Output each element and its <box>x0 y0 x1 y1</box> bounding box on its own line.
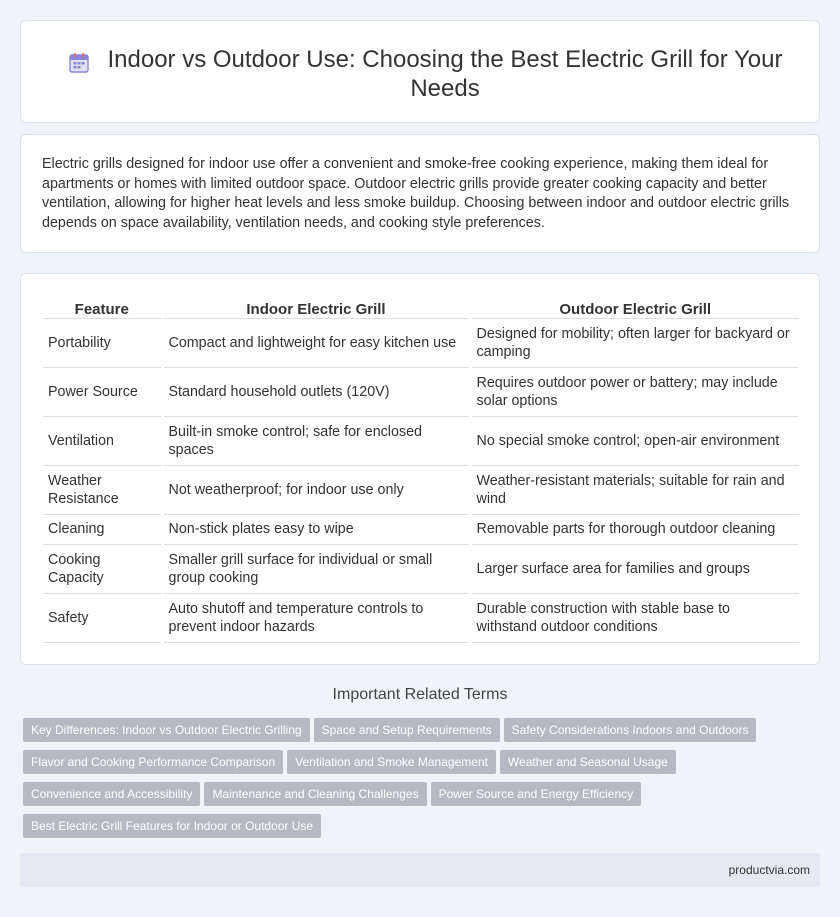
page-title: Indoor vs Outdoor Use: Choosing the Best Electric Grill for Your Needs <box>107 46 783 102</box>
indoor-cell: Built-in smoke control; safe for enclosed spaces <box>162 416 470 465</box>
footer-bar <box>20 853 820 887</box>
intro-card <box>20 134 820 253</box>
table-row <box>43 544 799 593</box>
indoor-cell: Auto shutoff and temperature controls to prevent indoor hazards <box>162 593 470 642</box>
feature-cell: Cooking Capacity <box>43 544 162 593</box>
outdoor-cell: Weather-resistant materials; suitable for rain and wind <box>470 465 799 514</box>
table-row <box>43 367 799 416</box>
header-indoor: Indoor Electric Grill <box>162 296 470 318</box>
comparison-card <box>20 273 820 665</box>
indoor-cell: Compact and lightweight for easy kitchen use <box>162 318 470 367</box>
table-header-row <box>43 296 799 318</box>
header-outdoor: Outdoor Electric Grill <box>470 296 799 318</box>
indoor-cell: Standard household outlets (120V) <box>162 367 470 416</box>
related-term-tag[interactable]: Maintenance and Cleaning Challenges <box>204 782 426 806</box>
table-row <box>43 514 799 544</box>
related-term-tag[interactable]: Weather and Seasonal Usage <box>500 750 676 774</box>
related-term-tag[interactable]: Flavor and Cooking Performance Comparison <box>23 750 283 774</box>
related-term-tag[interactable]: Space and Setup Requirements <box>314 718 500 742</box>
outdoor-cell: Durable construction with stable base to withstand outdoor conditions <box>470 593 799 642</box>
header-feature: Feature <box>43 296 162 318</box>
related-term-tag[interactable]: Power Source and Energy Efficiency <box>431 782 642 806</box>
feature-cell: Cleaning <box>43 514 162 544</box>
outdoor-cell: Removable parts for thorough outdoor cleaning <box>470 514 799 544</box>
intro-paragraph: Electric grills designed for indoor use offer a convenient and smoke-free cooking experience, making them ideal for apartments or homes with limited outdoor space. Outdoor electric grills provide greater cooking capacity and better ventilation, allowing for higher heat levels and less smoke buildup. Choosing between indoor and outdoor electric grills depends on space availability, ventilation needs, and cooking style preferences. <box>42 156 790 231</box>
related-term-tag[interactable]: Safety Considerations Indoors and Outdoors <box>504 718 757 742</box>
outdoor-cell: Larger surface area for families and groups <box>470 544 799 593</box>
related-term-tag[interactable]: Best Electric Grill Features for Indoor or Outdoor Use <box>23 814 321 838</box>
outdoor-cell: Requires outdoor power or battery; may include solar options <box>470 367 799 416</box>
related-term-tag[interactable]: Convenience and Accessibility <box>23 782 200 806</box>
table-row <box>43 465 799 514</box>
feature-cell: Portability <box>43 318 162 367</box>
footer-site-name[interactable]: productvia.com <box>728 863 810 877</box>
table-row <box>43 318 799 367</box>
indoor-cell: Not weatherproof; for indoor use only <box>162 465 470 514</box>
indoor-cell: Smaller grill surface for individual or small group cooking <box>162 544 470 593</box>
related-term-tag[interactable]: Key Differences: Indoor vs Outdoor Electric Grilling <box>23 718 310 742</box>
comparison-table <box>43 296 799 643</box>
related-terms-title: Important Related Terms <box>332 686 508 703</box>
feature-cell: Ventilation <box>43 416 162 465</box>
table-row <box>43 593 799 642</box>
feature-cell: Weather Resistance <box>43 465 162 514</box>
related-terms-list <box>23 718 813 846</box>
title-card <box>20 20 820 123</box>
feature-cell: Power Source <box>43 367 162 416</box>
table-row <box>43 416 799 465</box>
outdoor-cell: No special smoke control; open-air environment <box>470 416 799 465</box>
feature-cell: Safety <box>43 593 162 642</box>
related-term-tag[interactable]: Ventilation and Smoke Management <box>287 750 496 774</box>
indoor-cell: Non-stick plates easy to wipe <box>162 514 470 544</box>
outdoor-cell: Designed for mobility; often larger for backyard or camping <box>470 318 799 367</box>
